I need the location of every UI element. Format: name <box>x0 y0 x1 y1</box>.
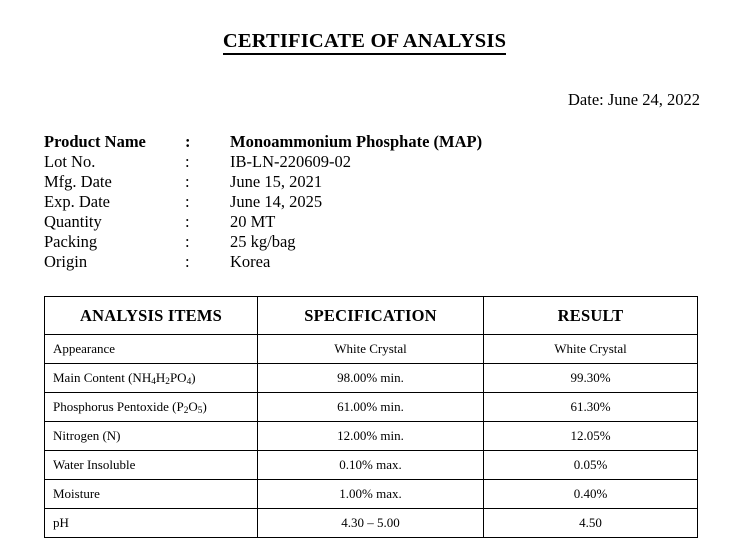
cell-specification: 61.00% min. <box>258 393 484 422</box>
cell-result: 61.30% <box>484 393 698 422</box>
cell-specification: 4.30 – 5.00 <box>258 509 484 538</box>
product-info-label: Origin <box>44 252 88 271</box>
product-info-label: Mfg. Date <box>44 172 112 191</box>
analysis-table-header <box>45 297 698 335</box>
table-row <box>45 422 698 451</box>
product-info-colon: : <box>185 212 190 231</box>
product-info-colon: : <box>185 192 190 211</box>
product-info-value: Korea <box>230 252 271 271</box>
product-info-label: Quantity <box>44 212 102 231</box>
product-info-colon: : <box>185 252 190 271</box>
cell-analysis-item: pH <box>45 509 258 538</box>
product-info-row <box>44 192 664 212</box>
column-header-result: RESULT <box>484 297 698 335</box>
page-title <box>0 30 729 53</box>
product-info-colon: : <box>185 152 190 171</box>
cell-result: 12.05% <box>484 422 698 451</box>
table-row <box>45 509 698 538</box>
cell-result: White Crystal <box>484 335 698 364</box>
cell-specification: White Crystal <box>258 335 484 364</box>
product-info-colon: : <box>185 232 190 251</box>
product-info-value: 25 kg/bag <box>230 232 296 251</box>
product-info-label: Product Name <box>44 132 146 151</box>
cell-analysis-item: Nitrogen (N) <box>45 422 258 451</box>
product-info-value: 20 MT <box>230 212 276 231</box>
product-info-value: Monoammonium Phosphate (MAP) <box>230 132 483 151</box>
product-info-value: IB-LN-220609-02 <box>230 152 351 171</box>
column-header-specification: SPECIFICATION <box>258 297 484 335</box>
cell-analysis-item: Main Content $(NH_4H_2PO_4)$ <box>45 364 258 393</box>
product-info-value: June 15, 2021 <box>230 172 323 191</box>
page-title-text: CERTIFICATE OF ANALYSIS <box>223 30 506 55</box>
product-info-label: Lot No. <box>44 152 96 171</box>
cell-specification: 98.00% min. <box>258 364 484 393</box>
cell-specification: 12.00% min. <box>258 422 484 451</box>
product-info-row <box>44 252 664 272</box>
table-header-row <box>45 297 698 335</box>
cell-specification: 0.10% max. <box>258 451 484 480</box>
cell-result: 0.40% <box>484 480 698 509</box>
product-info-row <box>44 212 664 232</box>
cell-result: 0.05% <box>484 451 698 480</box>
product-info-row <box>44 152 664 172</box>
product-info-row <box>44 232 664 252</box>
product-info-row <box>44 172 664 192</box>
product-info-value: June 14, 2025 <box>230 192 323 211</box>
analysis-table-body <box>45 335 698 538</box>
product-info-label: Exp. Date <box>44 192 110 211</box>
table-row <box>45 451 698 480</box>
product-info-colon: : <box>185 172 190 191</box>
cell-analysis-item: Appearance <box>45 335 258 364</box>
cell-result: 4.50 <box>484 509 698 538</box>
cell-result: 99.30% <box>484 364 698 393</box>
table-row <box>45 364 698 393</box>
column-header-analysis-items: ANALYSIS ITEMS <box>45 297 258 335</box>
cell-analysis-item: Phosphorus Pentoxide $(P_2O_5)$ <box>45 393 258 422</box>
product-info-label: Packing <box>44 232 98 251</box>
table-row <box>45 480 698 509</box>
product-info-row <box>44 132 664 152</box>
analysis-table <box>44 296 698 538</box>
cell-analysis-item: Water Insoluble <box>45 451 258 480</box>
product-info-block <box>44 132 664 272</box>
product-info-colon: : <box>185 132 191 151</box>
document-date: Date: June 24, 2022 <box>568 90 700 109</box>
table-row <box>45 393 698 422</box>
table-row <box>45 335 698 364</box>
cell-specification: 1.00% max. <box>258 480 484 509</box>
cell-analysis-item: Moisture <box>45 480 258 509</box>
